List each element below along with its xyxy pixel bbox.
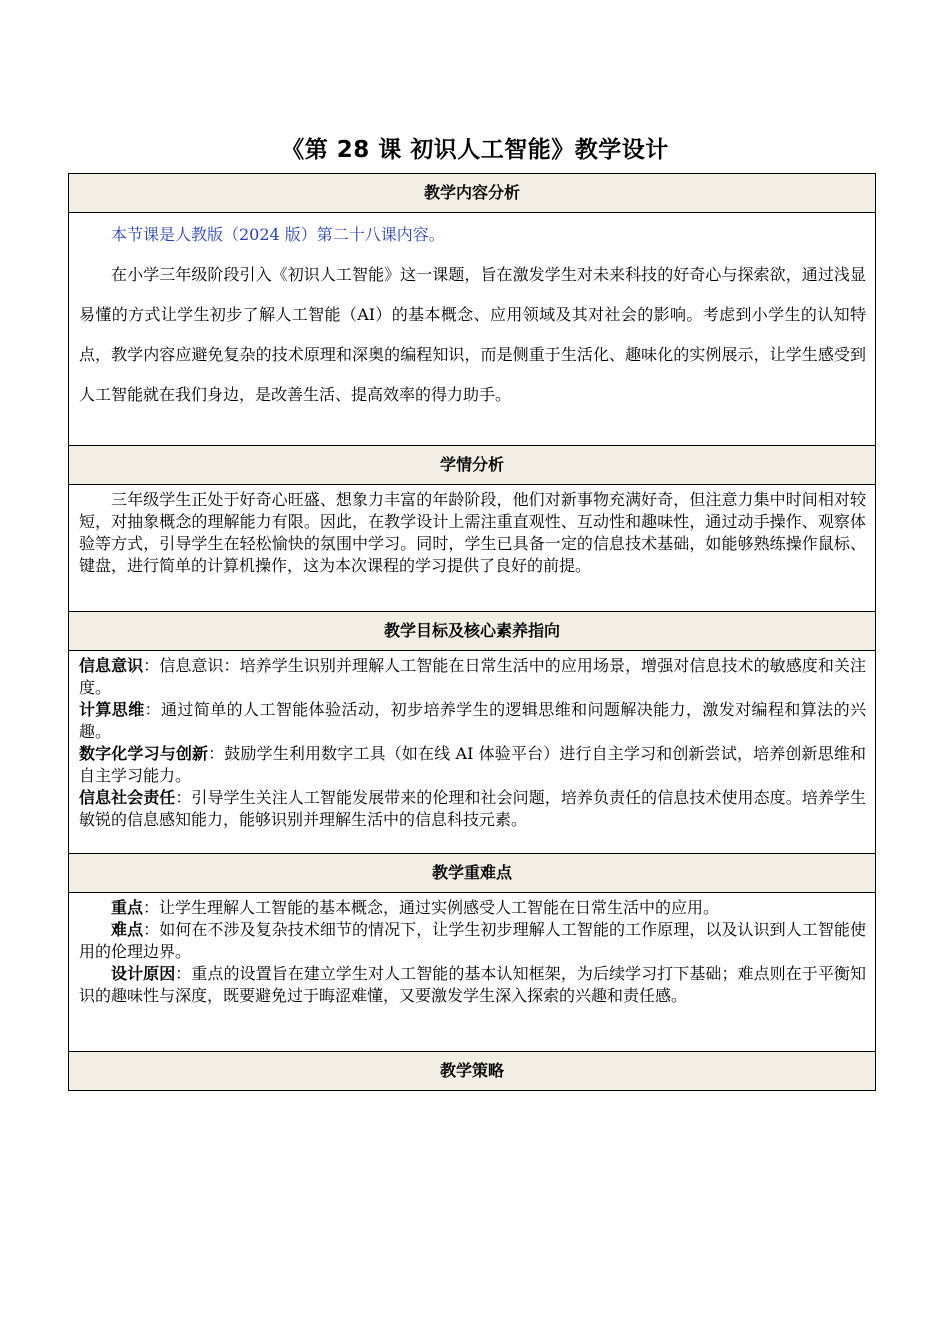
content-analysis-body bbox=[69, 213, 876, 446]
objective-text: ：通过简单的人工智能体验活动，初步培养学生的逻辑思维和问题解决能力，激发对编程和算法的兴趣。 bbox=[79, 700, 866, 741]
objective-label: 计算思维 bbox=[79, 700, 145, 719]
section-heading-content-analysis: 教学内容分析 bbox=[69, 174, 876, 213]
key-point-label: 难点 bbox=[111, 920, 144, 939]
section-heading-strategy: 教学策略 bbox=[69, 1052, 876, 1091]
key-point-label: 设计原因 bbox=[111, 964, 176, 983]
key-points-body bbox=[69, 893, 876, 1052]
section-heading-key-points: 教学重难点 bbox=[69, 854, 876, 893]
objective-text: ：信息意识：培养学生识别并理解人工智能在日常生活中的应用场景，增强对信息技术的敏感度和关注度。 bbox=[79, 656, 866, 697]
objectives-body bbox=[69, 651, 876, 854]
objective-text: ：引导学生关注人工智能发展带来的伦理和社会问题，培养负责任的信息技术使用态度。培养学生敏锐的信息感知能力，能够识别并理解生活中的信息科技元素。 bbox=[79, 788, 866, 829]
section-heading-learner-analysis: 学情分析 bbox=[69, 446, 876, 485]
key-point-text: ：如何在不涉及复杂技术细节的情况下，让学生初步理解人工智能的工作原理，以及认识到人工智能使用的伦理边界。 bbox=[79, 920, 866, 961]
learner-analysis-paragraph: 三年级学生正处于好奇心旺盛、想象力丰富的年龄阶段，他们对新事物充满好奇，但注意力集中时间相对较短，对抽象概念的理解能力有限。因此，在教学设计上需注重直观性、互动性和趣味性，通过动手操作、观察体验等方式，引导学生在轻松愉快的氛围中学习。同时，学生已具备一定的信息技术基础，如能够熟练操作鼠标、键盘，进行简单的计算机操作，这为本次课程的学习提供了良好的前提。 bbox=[79, 490, 866, 575]
section-heading-objectives: 教学目标及核心素养指向 bbox=[69, 612, 876, 651]
key-point-item bbox=[79, 897, 866, 919]
objective-label: 信息社会责任 bbox=[79, 788, 176, 807]
objective-text: ：鼓励学生利用数字工具（如在线 AI 体验平台）进行自主学习和创新尝试，培养创新思维和自主学习能力。 bbox=[79, 744, 866, 785]
key-point-text: ：重点的设置旨在建立学生对人工智能的基本认知框架，为后续学习打下基础；难点则在于平衡知识的趣味性与深度，既要避免过于晦涩难懂，又要激发学生深入探索的兴趣和责任感。 bbox=[79, 964, 866, 1005]
objective-item bbox=[79, 787, 866, 831]
content-analysis-paragraph: 在小学三年级阶段引入《初识人工智能》这一课题，旨在激发学生对未来科技的好奇心与探索欲，通过浅显易懂的方式让学生初步了解人工智能（AI）的基本概念、应用领域及其对社会的影响。考虑到小学生的认知特点，教学内容应避免复杂的技术原理和深奥的编程知识，而是侧重于生活化、趣味化的实例展示，让学生感受到人工智能就在我们身边，是改善生活、提高效率的得力助手。 bbox=[79, 265, 866, 404]
key-point-text: ：让学生理解人工智能的基本概念，通过实例感受人工智能在日常生活中的应用。 bbox=[143, 898, 720, 917]
key-point-item bbox=[79, 919, 866, 963]
objective-label: 数字化学习与创新 bbox=[79, 744, 209, 763]
key-point-label: 重点 bbox=[111, 898, 144, 917]
document-title: 《第 28 课 初识人工智能》教学设计 bbox=[281, 137, 669, 163]
key-point-item bbox=[79, 963, 866, 1007]
lesson-plan-table bbox=[68, 173, 876, 1091]
objective-item bbox=[79, 699, 866, 743]
learner-analysis-body bbox=[69, 485, 876, 612]
content-analysis-intro: 本节课是人教版（2024 版）第二十八课内容。 bbox=[111, 225, 445, 244]
objective-item bbox=[79, 743, 866, 787]
objective-label: 信息意识 bbox=[79, 656, 144, 675]
objective-item bbox=[79, 655, 866, 699]
